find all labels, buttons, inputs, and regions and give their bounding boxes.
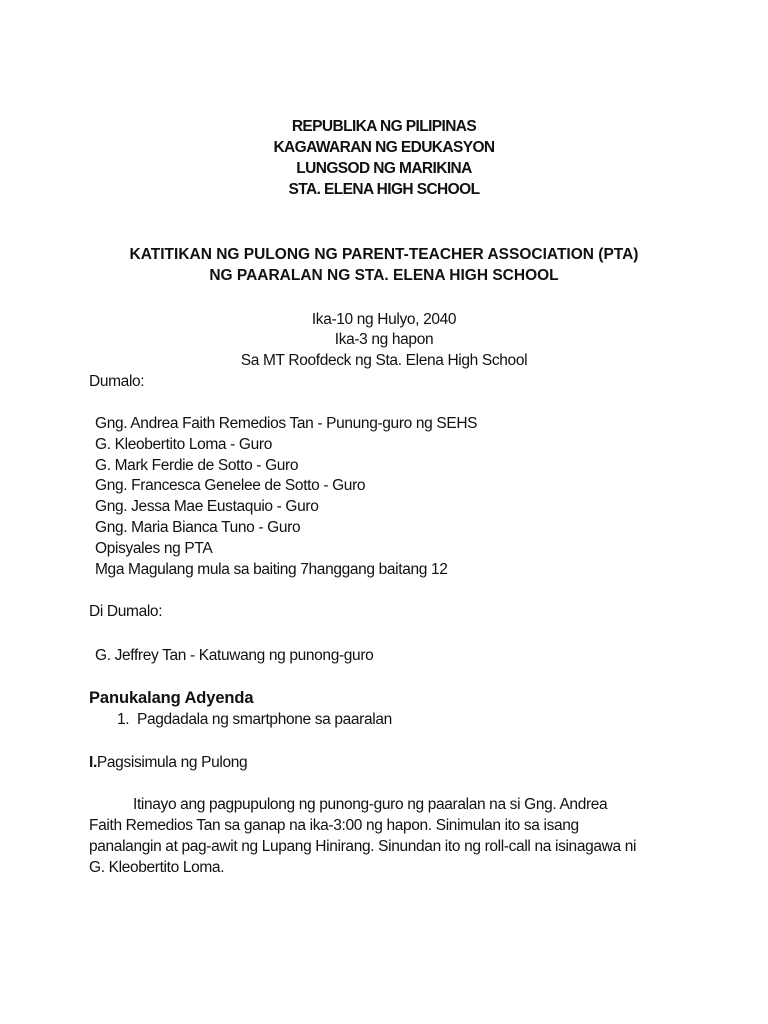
list-item: Gng. Jessa Mae Eustaquio - Guro	[95, 498, 319, 515]
document-title-line-1: KATITIKAN NG PULONG NG PARENT-TEACHER ASSOCIATION (PTA)	[129, 246, 639, 263]
paragraph-line: panalangin at pag-awit ng Lupang Hinirang. Sinundan ito ng roll-call na isinagawa ni	[89, 838, 637, 855]
list-item: Gng. Andrea Faith Remedios Tan - Punung-guro ng SEHS	[95, 415, 478, 432]
paragraph-line: G. Kleobertito Loma.	[89, 859, 225, 876]
section-title: Pagsisimula ng Pulong	[96, 754, 248, 771]
header-school: STA. ELENA HIGH SCHOOL	[288, 181, 480, 198]
list-item: G. Jeffrey Tan - Katuwang ng punong-guro	[95, 647, 374, 664]
list-item: Gng. Maria Bianca Tuno - Guro	[95, 519, 301, 536]
header-department: KAGAWARAN NG EDUKASYON	[273, 139, 495, 156]
meeting-date: Ika-10 ng Hulyo, 2040	[311, 311, 457, 328]
header-republic: REPUBLIKA NG PILIPINAS	[291, 118, 477, 135]
meeting-venue: Sa MT Roofdeck ng Sta. Elena High School	[240, 352, 528, 369]
agenda-heading: Panukalang Adyenda	[89, 689, 254, 707]
list-item: Mga Magulang mula sa baiting 7hanggang baitang 12	[95, 561, 448, 578]
meeting-time: Ika-3 ng hapon	[334, 331, 434, 348]
paragraph-line: Itinayo ang pagpupulong ng punong-guro ng paaralan na si Gng. Andrea	[133, 796, 608, 813]
section-paragraph	[89, 794, 649, 878]
paragraph-line: Faith Remedios Tan sa ganap na ika-3:00 ng hapon. Sinimulan ito sa isang	[89, 817, 579, 834]
document-title-line-2: NG PAARALAN NG STA. ELENA HIGH SCHOOL	[209, 267, 559, 284]
section-numeral: I.	[89, 754, 97, 771]
list-item: Opisyales ng PTA	[95, 540, 213, 557]
section-heading	[89, 753, 247, 773]
attendees-label: Dumalo:	[89, 373, 145, 390]
list-item: G. Mark Ferdie de Sotto - Guro	[95, 457, 299, 474]
header-city: LUNGSOD NG MARIKINA	[296, 160, 472, 177]
absentees-label: Di Dumalo:	[89, 603, 163, 620]
agenda-item-number: 1.	[117, 711, 130, 728]
list-item: Gng. Francesca Genelee de Sotto - Guro	[95, 477, 366, 494]
list-item: G. Kleobertito Loma - Guro	[95, 436, 272, 453]
agenda-item-text: Pagdadala ng smartphone sa paaralan	[137, 711, 392, 728]
